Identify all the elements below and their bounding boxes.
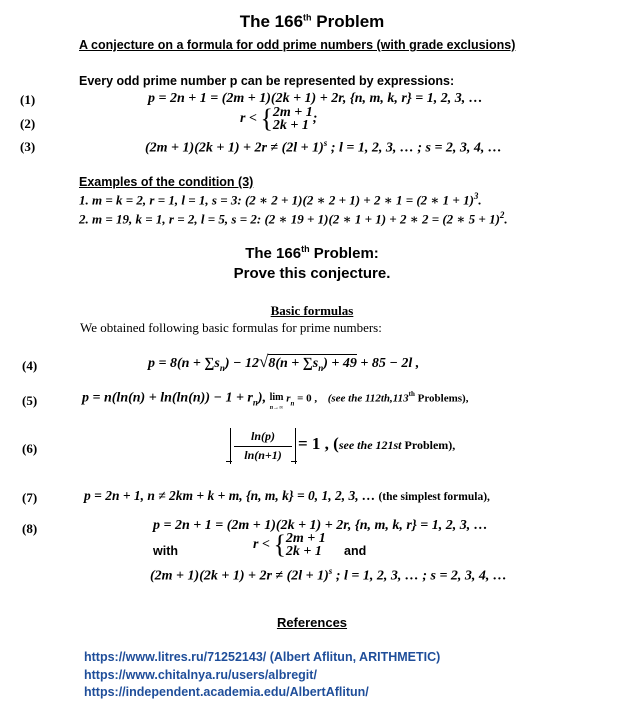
basic-formulas-intro: We obtained following basic formulas for prime numbers: <box>80 320 382 335</box>
reference-link-1[interactable]: https://www.litres.ru/71252143/ (Albert Aflitun, ARITHMETIC) <box>84 650 441 664</box>
problem-heading-end: Problem: <box>309 245 379 262</box>
page-title <box>0 12 624 32</box>
problem-heading <box>0 244 624 262</box>
eq3-sup: s <box>323 138 328 148</box>
equation-8-line3 <box>150 566 507 585</box>
eq5-lim-sub: n→∞ <box>269 405 284 411</box>
eq5-lim: lim <box>269 392 284 403</box>
eq5-note-sup: th <box>408 390 415 398</box>
eq-number-1: (1) <box>20 92 36 107</box>
eq6-floor-right <box>291 461 297 462</box>
example-2-end: . <box>504 211 508 227</box>
eq5-b: ), <box>257 390 270 406</box>
eq2-lhs: r < <box>240 111 257 126</box>
example-1-end: . <box>478 192 482 208</box>
eq3-tail: ; l = 1, 2, 3, … ; s = 2, 3, 4, … <box>327 140 502 156</box>
reference-link-3[interactable]: https://independent.academia.edu/AlbertAflitun/ <box>84 685 369 699</box>
eq8-bottom: 2k + 1 <box>285 544 322 559</box>
eq8-line3: (2m + 1)(2k + 1) + 2r ≠ (2l + 1) <box>150 568 329 584</box>
example-1 <box>79 191 482 208</box>
eq6-denominator: ln(n+1) <box>244 448 282 462</box>
example-1-text: 1. m = k = 2, r = 1, l = 1, s = 3: (2 ∗ 2 + 1)(2 ∗ 2 + 1) + 2 ∗ 1 = (2 ∗ 1 + 1) <box>79 192 474 208</box>
equation-5 <box>82 390 468 413</box>
eq5-note: (see the 112th,113 <box>327 392 409 405</box>
eq-number-5: (5) <box>22 393 38 408</box>
eq4-a-sub: n <box>219 362 225 373</box>
left-brace-icon: { <box>273 530 286 559</box>
problem-heading-sup: th <box>301 244 310 254</box>
eq7-main: p = 2n + 1, n ≠ 2km + k + m, {n, m, k} = 0, 1, 2, 3, … <box>84 488 376 503</box>
eq2-tail: ; <box>312 111 318 126</box>
basic-formulas-heading: Basic formulas <box>270 303 354 318</box>
equation-1: p = 2n + 1 = (2m + 1)(2k + 1) + 2r, {n, m, k, r} = 1, 2, 3, … <box>148 91 483 106</box>
eq8-line3-tail: ; l = 1, 2, 3, … ; s = 2, 3, 4, … <box>332 568 507 584</box>
eq5-lim-r: r <box>283 392 291 405</box>
example-1-sup: 3 <box>473 191 479 201</box>
eq6-rhs <box>298 434 455 454</box>
equation-7 <box>84 488 490 504</box>
eq3-main: (2m + 1)(2k + 1) + 2r ≠ (2l + 1) <box>145 140 324 156</box>
eq4-radicand <box>268 354 357 371</box>
example-2-text: 2. m = 19, k = 1, r = 2, l = 5, s = 2: (2 ∗ 19 + 1)(2 ∗ 1 + 1) + 2 ∗ 2 = (2 ∗ 5 + 1) <box>79 211 500 227</box>
example-2-sup: 2 <box>499 210 505 220</box>
eq5-a-sub: n <box>252 397 258 408</box>
eq5-note-end: Problems), <box>414 392 469 405</box>
title-sup: th <box>303 12 312 23</box>
reference-link-2[interactable]: https://www.chitalnya.ru/users/albregit/ <box>84 668 317 682</box>
examples-heading: Examples of the condition (3) <box>79 175 254 189</box>
eq8-with: with <box>153 544 178 558</box>
eq2-bottom: 2k + 1 <box>272 118 309 133</box>
intro-text: Every odd prime number p can be represented by expressions: <box>79 74 455 88</box>
eq-number-8: (8) <box>22 521 38 536</box>
problem-statement: Prove this conjecture. <box>233 265 391 282</box>
eq4-c: + 85 − 2l , <box>356 356 420 371</box>
eq5-a: p = n(ln(n) + ln(ln(n)) − 1 + r <box>82 390 253 406</box>
equation-4 <box>148 352 419 373</box>
eq6-numerator: ln(p) <box>251 429 275 443</box>
eq6-floor-left <box>226 461 232 462</box>
eq8-top: 2m + 1 <box>285 531 326 546</box>
eq5-lim-end: = 0 , <box>294 392 318 405</box>
eq4-b: ) − 12 <box>224 356 260 371</box>
eq6-note: see the 121st <box>338 438 405 452</box>
eq7-note: (the simplest formula), <box>375 491 490 503</box>
left-brace-icon: { <box>260 104 273 133</box>
eq-number-3: (3) <box>20 139 36 154</box>
eq6-note-end: Problem), <box>404 438 456 452</box>
title-end: Problem <box>311 12 385 31</box>
eq5-lim-r-sub: n <box>290 399 295 408</box>
eq4-root-sub: n <box>318 362 324 373</box>
eq-number-4: (4) <box>22 358 38 373</box>
references-heading: References <box>276 615 348 630</box>
subtitle: A conjecture on a formula for odd prime numbers (with grade exclusions) <box>79 38 516 52</box>
eq-number-6: (6) <box>22 441 38 456</box>
problem-heading-text: The 166 <box>245 245 302 262</box>
eq4-root-b: ) + 49 <box>323 356 357 371</box>
equation-8-line1: p = 2n + 1 = (2m + 1)(2k + 1) + 2r, {n, m, k, r} = 1, 2, 3, … <box>153 518 488 533</box>
title-text: The 166 <box>239 12 304 31</box>
eq8-lhs: r < <box>253 537 270 552</box>
eq6-rhs-text: = 1 , ( <box>298 434 339 453</box>
eq8-line3-sup: s <box>328 566 333 576</box>
eq-number-2: (2) <box>20 116 36 131</box>
eq4-a: p = 8(n + ∑s <box>148 356 220 371</box>
eq4-root-a: 8(n + ∑s <box>268 356 319 371</box>
eq2-top: 2m + 1 <box>272 105 313 120</box>
sqrt-icon: √ <box>259 352 269 371</box>
eq5-limit <box>270 393 284 413</box>
equation-3 <box>145 138 502 157</box>
eq6-fraction-line <box>234 446 292 447</box>
example-2 <box>79 210 508 227</box>
equation-2 <box>240 106 317 132</box>
eq-number-7: (7) <box>22 490 38 505</box>
equation-8-line2 <box>253 532 326 558</box>
eq8-and: and <box>344 544 367 558</box>
